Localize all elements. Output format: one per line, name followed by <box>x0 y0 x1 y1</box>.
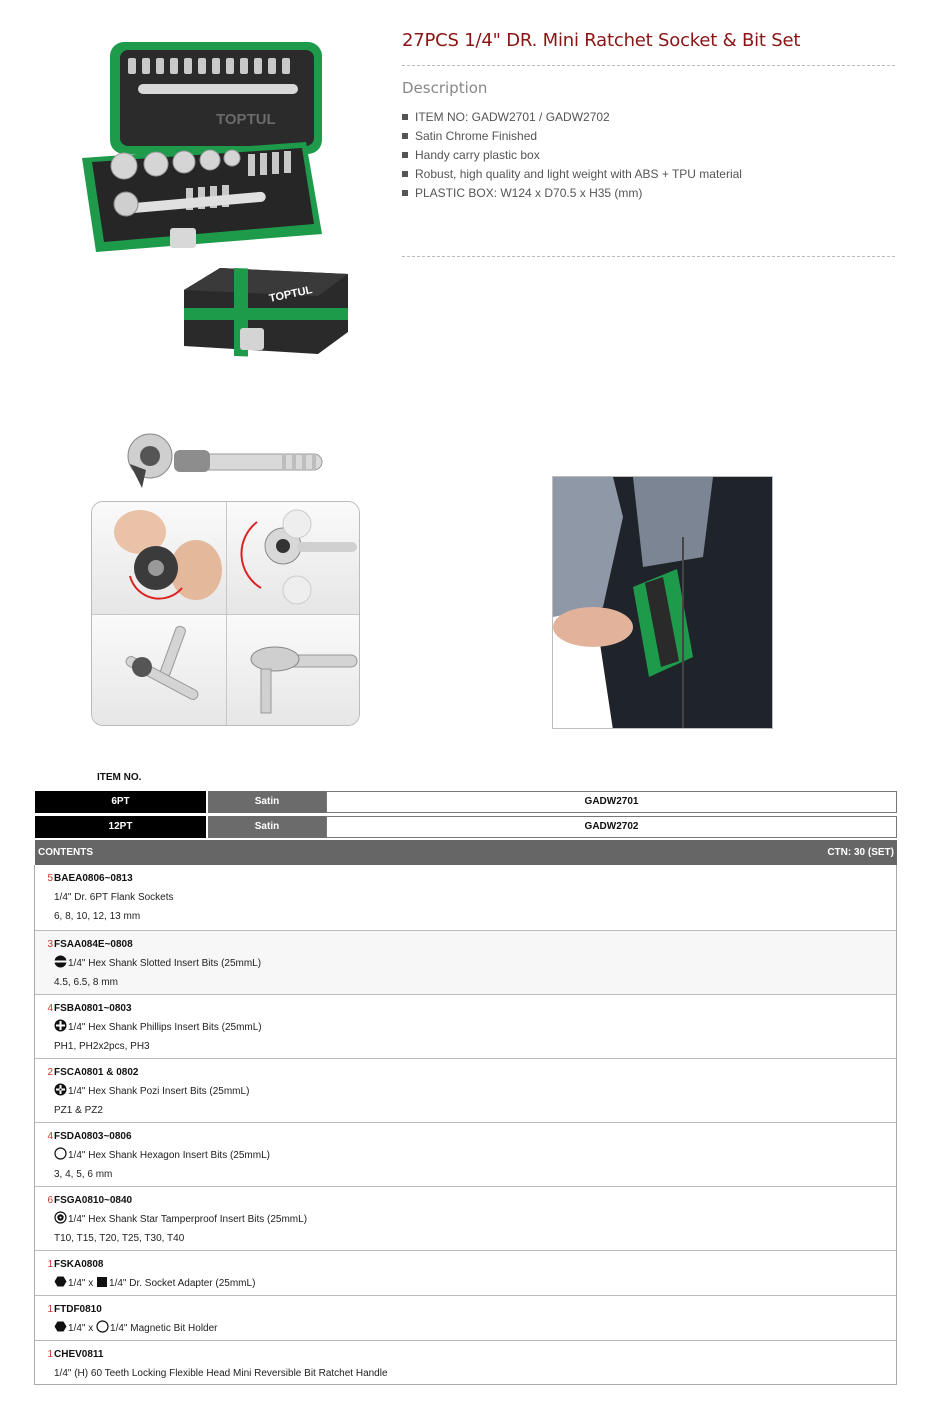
table-row <box>35 1295 896 1340</box>
phillips-icon <box>54 1019 67 1032</box>
pocket-photo <box>552 476 773 729</box>
row-qty: 1 <box>47 1259 53 1270</box>
row-sizes: 6, 8, 10, 12, 13 mm <box>54 911 141 922</box>
contents-table <box>34 865 897 1385</box>
slotted-icon <box>54 955 67 968</box>
row-desc: 1/4" Hex Shank Slotted Insert Bits (25mmL) <box>68 958 262 969</box>
row-code: BAEA0806~0813 <box>54 873 133 884</box>
row-desc-b: 1/4" Magnetic Bit Holder <box>110 1323 218 1334</box>
contents-header <box>35 840 897 865</box>
table-row <box>35 930 896 994</box>
row-code: FSDA0803~0806 <box>54 1131 132 1142</box>
closed-kit-image <box>178 262 354 360</box>
item-no-label: ITEM NO. <box>97 772 142 783</box>
row-qty: 6 <box>47 1195 53 1206</box>
hex-socket-icon <box>96 1320 109 1333</box>
row-desc: 1/4" Hex Shank Pozi Insert Bits (25mmL) <box>68 1086 250 1097</box>
variant-row-12pt <box>35 816 897 838</box>
contents-label: CONTENTS <box>38 847 93 858</box>
row-qty: 4 <box>47 1003 53 1014</box>
ratchet-handle-image <box>122 428 338 500</box>
row-code: FTDF0810 <box>54 1304 102 1315</box>
row-code: FSCA0801 & 0802 <box>54 1067 139 1078</box>
variant-finish: Satin <box>208 816 326 838</box>
feature-item: Robust, high quality and light weight with ABS + TPU material <box>402 165 742 184</box>
feature-item: PLASTIC BOX: W124 x D70.5 x H35 (mm) <box>402 184 742 203</box>
star-icon <box>54 1211 67 1224</box>
row-desc-b: 1/4" Dr. Socket Adapter (25mmL) <box>109 1278 256 1289</box>
row-qty: 3 <box>47 939 53 950</box>
hex-shank-icon <box>54 1320 67 1333</box>
usage-photo-4 <box>227 615 360 726</box>
bullet-icon <box>402 190 408 196</box>
row-sizes: PH1, PH2x2pcs, PH3 <box>54 1041 150 1052</box>
variant-finish: Satin <box>208 791 326 813</box>
row-desc-a: 1/4" x <box>68 1278 97 1289</box>
usage-photo-2 <box>227 502 360 614</box>
row-qty: 2 <box>47 1067 53 1078</box>
hex-shank-icon <box>54 1275 67 1288</box>
row-sizes: T10, T15, T20, T25, T30, T40 <box>54 1233 185 1244</box>
row-desc: 1/4" Dr. 6PT Flank Sockets <box>54 892 174 903</box>
row-code: FSAA084E~0808 <box>54 939 133 950</box>
table-row <box>35 994 896 1058</box>
variant-code: GADW2701 <box>326 791 897 813</box>
variant-type: 6PT <box>35 791 206 813</box>
table-row <box>35 1340 896 1384</box>
row-desc: 1/4" Hex Shank Hexagon Insert Bits (25mmL) <box>68 1150 270 1161</box>
variant-row-6pt <box>35 791 897 813</box>
feature-item: ITEM NO: GADW2701 / GADW2702 <box>402 108 742 127</box>
carton-quantity: CTN: 30 (SET) <box>827 847 894 858</box>
usage-photo-1 <box>92 502 226 614</box>
brand-logo: TOPTUL <box>216 111 276 128</box>
description-divider <box>402 256 895 257</box>
feature-item: Handy carry plastic box <box>402 146 742 165</box>
feature-list <box>402 108 742 203</box>
row-desc: 1/4" Hex Shank Star Tamperproof Insert Bits (25mmL) <box>68 1214 308 1225</box>
table-row <box>35 865 896 930</box>
usage-photo-3 <box>92 615 226 726</box>
table-row <box>35 1250 896 1295</box>
square-drive-icon <box>96 1276 108 1288</box>
bullet-icon <box>402 171 408 177</box>
row-sizes: PZ1 & PZ2 <box>54 1105 103 1116</box>
title-divider <box>402 65 895 66</box>
row-desc: 1/4" (H) 60 Teeth Locking Flexible Head Mini Reversible Bit Ratchet Handle <box>54 1368 388 1379</box>
row-code: FSKA0808 <box>54 1259 104 1270</box>
variant-type: 12PT <box>35 816 206 838</box>
pozi-icon <box>54 1083 67 1096</box>
table-row <box>35 1122 896 1186</box>
row-desc-a: 1/4" x <box>68 1323 97 1334</box>
row-qty: 1 <box>47 1304 53 1315</box>
description-heading: Description <box>402 79 488 97</box>
open-kit-image <box>76 38 326 258</box>
row-qty: 1 <box>47 1349 53 1360</box>
table-row <box>35 1186 896 1250</box>
row-sizes: 3, 4, 5, 6 mm <box>54 1169 113 1180</box>
product-title: 27PCS 1/4" DR. Mini Ratchet Socket & Bit Set <box>402 30 801 51</box>
svg-text:TOPTUL: TOPTUL <box>268 284 314 305</box>
bullet-icon <box>402 114 408 120</box>
bullet-icon <box>402 152 408 158</box>
feature-item: Satin Chrome Finished <box>402 127 742 146</box>
ratchet-usage-grid <box>91 501 360 726</box>
table-row <box>35 1058 896 1122</box>
row-desc: 1/4" Hex Shank Phillips Insert Bits (25mmL) <box>68 1022 262 1033</box>
row-code: FSBA0801~0803 <box>54 1003 132 1014</box>
row-code: FSGA0810~0840 <box>54 1195 133 1206</box>
row-code: CHEV0811 <box>54 1349 104 1360</box>
row-qty: 4 <box>47 1131 53 1142</box>
variant-code: GADW2702 <box>326 816 897 838</box>
row-sizes: 4.5, 6.5, 8 mm <box>54 977 118 988</box>
row-qty: 5 <box>47 873 53 884</box>
bullet-icon <box>402 133 408 139</box>
hexagon-icon <box>54 1147 67 1160</box>
